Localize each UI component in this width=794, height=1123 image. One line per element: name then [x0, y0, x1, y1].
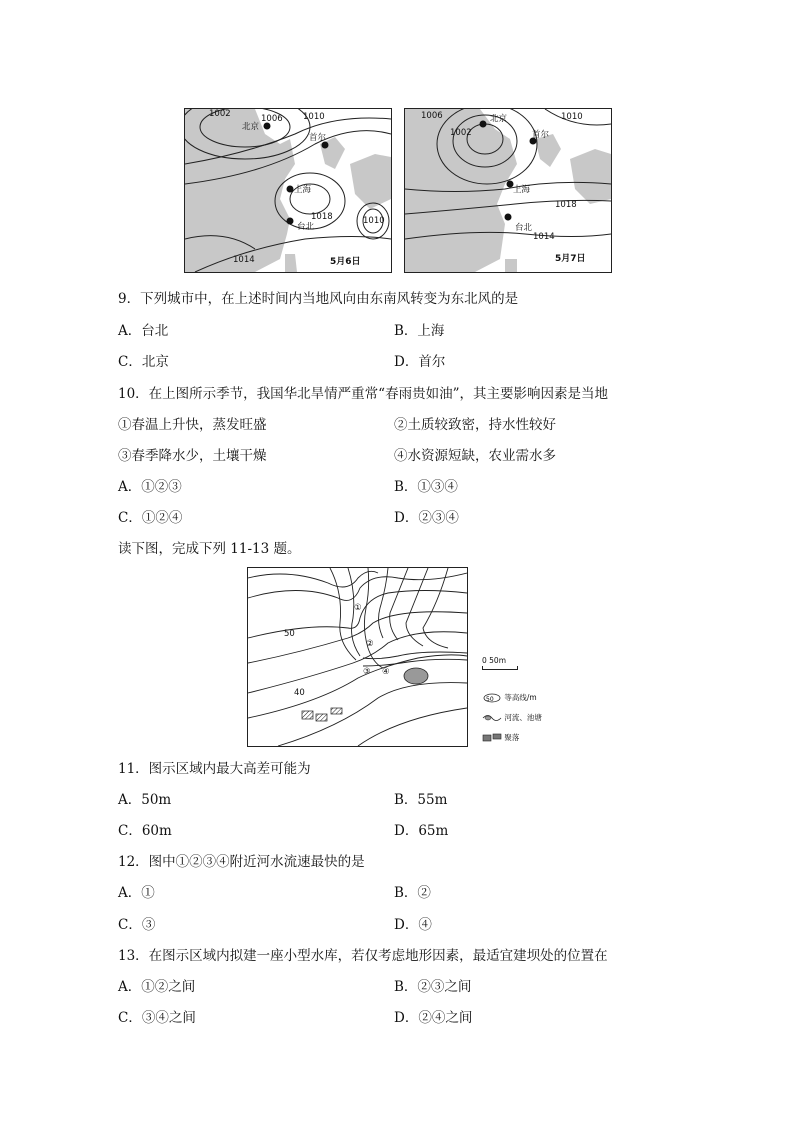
weather-map-2: [404, 108, 612, 273]
city-label: 北京: [490, 114, 508, 124]
statement-4: ④水资源短缺，农业需水多: [394, 448, 556, 464]
scale-bar: [482, 656, 518, 670]
option-d[interactable]: D．②④之间: [394, 1010, 473, 1026]
isobar-label: 1010: [363, 216, 385, 226]
weather-map-1: [184, 108, 392, 273]
question-9-stem: 9．下列城市中，在上述时间内当地风向由东南风转变为东北风的是: [118, 291, 519, 307]
statement-3: ③春季降水少，土壤干燥: [118, 448, 267, 464]
city-label: 首尔: [532, 130, 550, 140]
map-caption: 5月7日: [555, 254, 586, 264]
isobar-label: 1006: [421, 111, 443, 121]
isobar-label: 1014: [533, 232, 555, 242]
option-b[interactable]: B．②③之间: [394, 979, 472, 995]
land-japan: [570, 149, 611, 204]
land-mainland: [185, 109, 295, 272]
option-a[interactable]: A．台北: [118, 323, 169, 339]
land-japan: [350, 154, 391, 209]
option-c[interactable]: C．60m: [118, 823, 172, 839]
legend-river: [482, 712, 592, 723]
city-label: 上海: [294, 185, 312, 195]
question-11-stem: 11．图示区域内最大高差可能为: [118, 761, 311, 777]
option-c[interactable]: C．北京: [118, 354, 169, 370]
marker-2: ②: [366, 639, 374, 649]
option-a[interactable]: A．①②之间: [118, 979, 196, 995]
marker-4: ④: [382, 667, 390, 677]
city-label: 上海: [513, 185, 531, 195]
legend-contour: [482, 692, 592, 703]
option-c[interactable]: C．③: [118, 917, 156, 933]
city-label: 北京: [242, 122, 260, 132]
option-a[interactable]: A．50m: [118, 792, 172, 808]
land-taiwan: [285, 254, 297, 272]
isobar-label: 1010: [561, 112, 583, 122]
isobar-label: 1018: [311, 212, 333, 222]
marker-1: ①: [354, 603, 362, 613]
option-b[interactable]: B．上海: [394, 323, 445, 339]
option-d[interactable]: D．首尔: [394, 354, 446, 370]
isobar-label: 1002: [450, 128, 472, 138]
question-10-stem: 10．在上图所示季节，我国华北旱情严重常“春雨贵如油”，其主要影响因素是当地: [118, 386, 608, 402]
contour-label: 50: [284, 629, 295, 639]
option-b[interactable]: B．55m: [394, 792, 448, 808]
land-taiwan: [505, 259, 517, 272]
statement-2: ②土质较致密，持水性较好: [394, 417, 556, 433]
isobar-label: 1014: [233, 255, 255, 265]
legend-sample: 50: [486, 696, 494, 703]
option-c[interactable]: C．③④之间: [118, 1010, 196, 1026]
question-13-stem: 13．在图示区域内拟建一座小型水库，若仅考虑地形因素，最适宜建坝处的位置在: [118, 948, 608, 964]
scale-label: 0 50m: [482, 656, 507, 665]
option-d[interactable]: D．65m: [394, 823, 449, 839]
option-b[interactable]: B．①③④: [394, 479, 458, 495]
option-d[interactable]: D．②③④: [394, 510, 459, 526]
isobar-label: 1002: [209, 109, 231, 119]
map-caption: 5月6日: [330, 257, 361, 267]
city-label: 台北: [515, 223, 533, 233]
option-a[interactable]: A．①②③: [118, 479, 182, 495]
option-a[interactable]: A．①: [118, 885, 155, 901]
legend-settlement: [482, 732, 592, 743]
legend-contour-label: 等高线/m: [504, 693, 537, 702]
pond: [404, 668, 428, 684]
topographic-map: [247, 567, 468, 747]
isobar-label: 1018: [555, 200, 577, 210]
city-label: 台北: [297, 222, 315, 232]
option-b[interactable]: B．②: [394, 885, 431, 901]
question-12-stem: 12．图中①②③④附近河水流速最快的是: [118, 854, 365, 870]
option-c[interactable]: C．①②④: [118, 510, 183, 526]
isobar-label: 1006: [261, 114, 283, 124]
settlements: [302, 708, 342, 721]
contour-label: 40: [294, 688, 305, 698]
option-d[interactable]: D．④: [394, 917, 432, 933]
statement-1: ①春温上升快，蒸发旺盛: [118, 417, 267, 433]
legend-settlement-label: 聚落: [504, 733, 520, 742]
marker-3: ③: [363, 667, 371, 677]
isobar-label: 1010: [303, 112, 325, 122]
legend-river-label: 河流、池塘: [504, 713, 542, 722]
section-intro: 读下图，完成下列 11-13 题。: [118, 541, 301, 557]
city-label: 首尔: [309, 133, 327, 143]
